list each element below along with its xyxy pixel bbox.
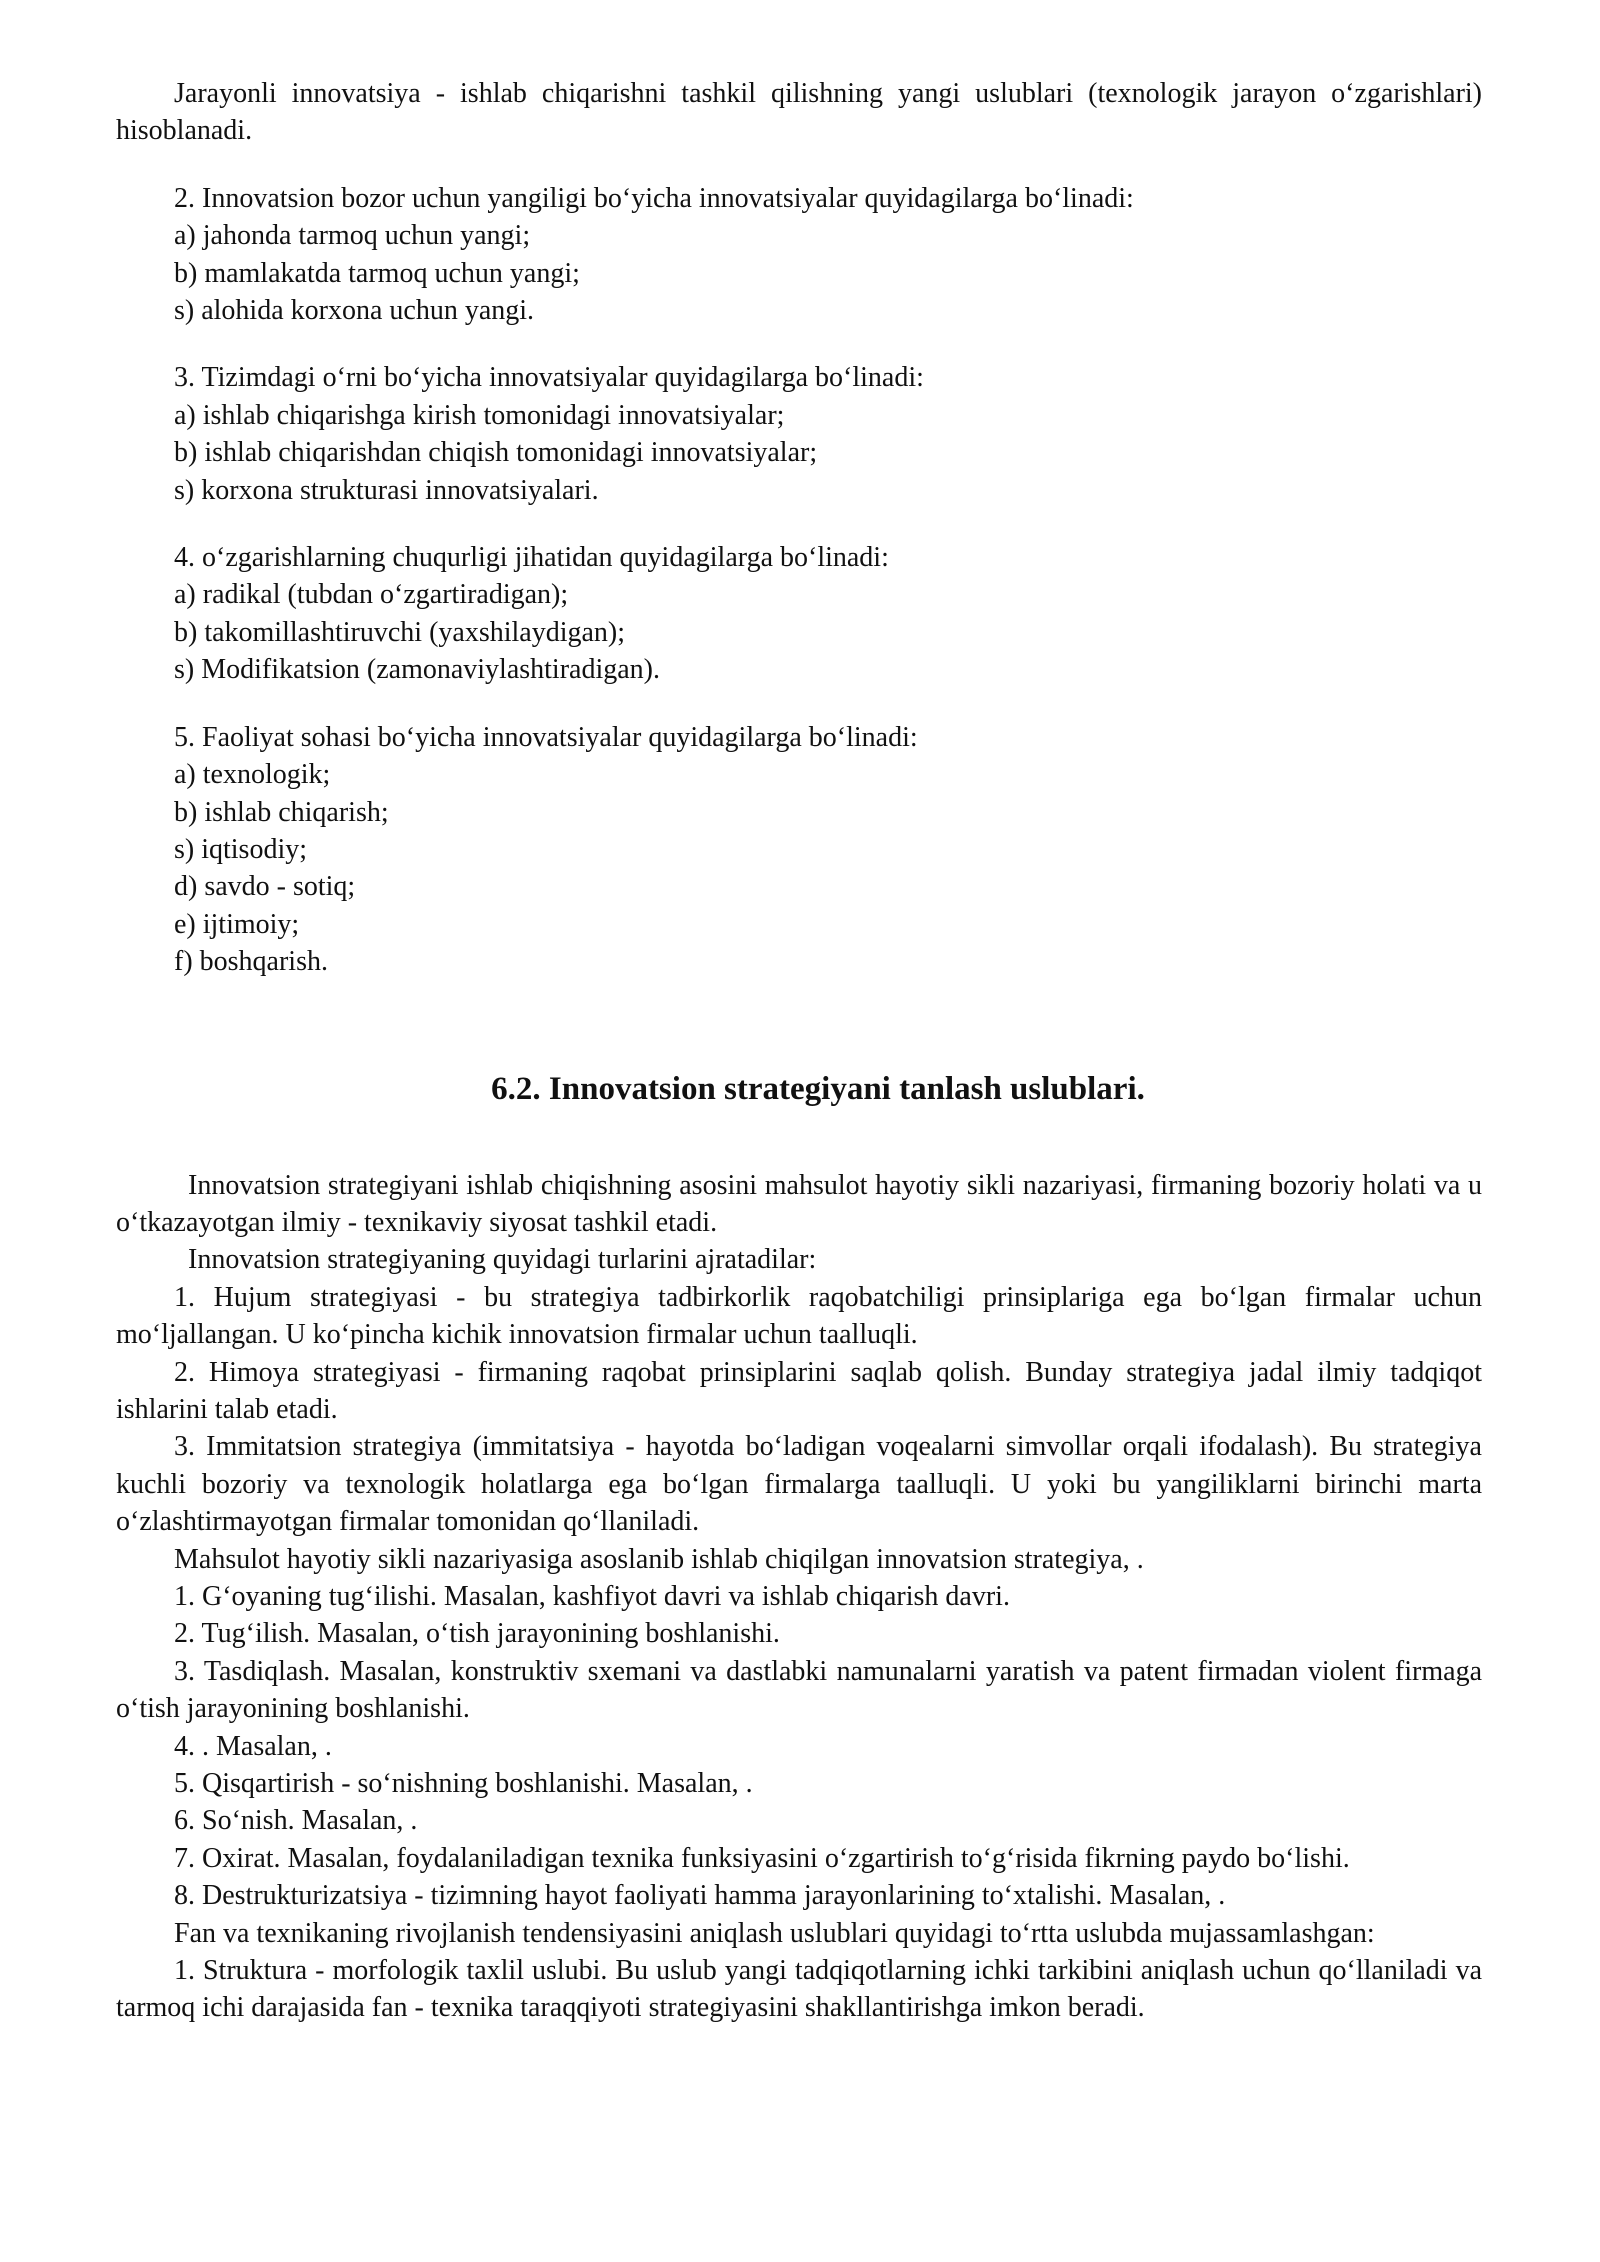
section-paragraph: 2. Tug‘ilish. Masalan, o‘tish jarayonining boshlanishi.: [174, 1618, 780, 1650]
section-paragraph: 2. Himoya strategiyasi - firmaning raqobat prinsiplarini saqlab qolish. Bunday strategiya jadal ilmiy tadqiqot ishlarini talab etadi.: [116, 1356, 1482, 1425]
list-item: a) radikal (tubdan o‘zgartiradigan);: [174, 579, 569, 611]
list-item: d) savdo - sotiq;: [174, 871, 356, 903]
list-item: s) korxona strukturasi innovatsiyalari.: [174, 474, 599, 506]
section-paragraph: 5. Qisqartirish - so‘nishning boshlanishi. Masalan, .: [174, 1768, 753, 1800]
list-title: 2. Innovatsion bozor uchun yangiligi bo‘yicha innovatsiyalar quyidagilarga bo‘linadi:: [174, 182, 1134, 214]
intro-paragraph: Jarayonli innovatsiya - ishlab chiqarishni tashkil qilishning yangi uslublari (texnologik jarayon o‘zgarishlari) hisoblanadi.: [116, 78, 1482, 147]
section-paragraph: Innovatsion strategiyani ishlab chiqishning asosini mahsulot hayotiy sikli nazariyasi, firmaning bozoriy holati va u o‘tkazayotgan ilmiy - texnikaviy siyosat tashkil etadi.: [116, 1169, 1482, 1238]
section-paragraph: 7. Oxirat. Masalan, foydalaniladigan texnika funksiyasini o‘zgartirish to‘g‘risida fikrning paydo bo‘lishi.: [174, 1842, 1350, 1874]
list-title: 4. o‘zgarishlarning chuqurligi jihatidan quyidagilarga bo‘linadi:: [174, 542, 889, 574]
list-item: b) ishlab chiqarish;: [174, 796, 389, 828]
section-paragraph: 4. . Masalan, .: [174, 1730, 332, 1762]
list-item: s) alohida korxona uchun yangi.: [174, 295, 535, 327]
section-paragraph: Innovatsion strategiyaning quyidagi turlarini ajratadilar:: [188, 1244, 817, 1276]
section-paragraph: Fan va texnikaning rivojlanish tendensiyasini aniqlash uslublari quyidagi to‘rtta uslubda mujassamlashgan:: [174, 1917, 1375, 1949]
list-item: s) iqtisodiy;: [174, 833, 308, 865]
classification-list-3: [116, 359, 1482, 509]
list-item: b) ishlab chiqarishdan chiqish tomonidagi innovatsiyalar;: [174, 437, 818, 469]
section-paragraph: 1. Struktura - morfologik taxlil uslubi. Bu uslub yangi tadqiqotlarning ichki tarkibini aniqlash uchun qo‘llaniladi va tarmoq ichi darajasida fan - texnika taraqqiyoti strategiyasini shakllantirishga imkon beradi.: [116, 1955, 1482, 2024]
section-heading: 6.2. Innovatsion strategiyani tanlash uslublari.: [491, 1070, 1145, 1107]
list-item: b) mamlakatda tarmoq uchun yangi;: [174, 257, 580, 289]
list-item: e) ijtimoiy;: [174, 908, 300, 940]
section-paragraph: 1. G‘oyaning tug‘ilishi. Masalan, kashfiyot davri va ishlab chiqarish davri.: [174, 1581, 1010, 1612]
list-item: a) jahonda tarmoq uchun yangi;: [174, 220, 531, 252]
section-paragraph: Mahsulot hayotiy sikli nazariyasiga asoslanib ishlab chiqilgan innovatsion strategiya, .: [174, 1543, 1144, 1575]
section-body: [116, 1167, 1482, 2027]
classification-list-4: [116, 539, 1482, 689]
list-item: s) Modifikatsion (zamonaviylashtiradigan).: [174, 654, 660, 686]
list-item: f) boshqarish.: [174, 946, 328, 978]
section-paragraph: 3. Immitatsion strategiya (immitatsiya - hayotda bo‘ladigan voqealarni simvollar orqali ifodalash). Bu strategiya kuchli bozoriy va texnologik holatlarga ega bo‘lgan firmalarga taalluqli. U yoki bu yangiliklarni birinchi marta o‘zlashtirmayotgan firmalar tomonidan qo‘llaniladi.: [116, 1431, 1482, 1538]
section-paragraph: 8. Destrukturizatsiya - tizimning hayot faoliyati hamma jarayonlarining to‘xtalishi. Masalan, .: [174, 1880, 1226, 1912]
section-paragraph: 3. Tasdiqlash. Masalan, konstruktiv sxemani va dastlabki namunalarni yaratish va patent firmadan violent firmaga o‘tish jarayonining boshlanishi.: [116, 1655, 1482, 1725]
section-paragraph: 1. Hujum strategiyasi - bu strategiya tadbirkorlik raqobatchiligi prinsiplariga ega bo‘lgan firmalar uchun mo‘ljallangan. U ko‘pincha kichik innovatsion firmalar uchun taalluqli.: [116, 1281, 1482, 1351]
list-item: b) takomillashtiruvchi (yaxshilaydigan);: [174, 616, 626, 648]
classification-list-5: [116, 719, 1482, 981]
classification-list-2: [116, 180, 1482, 330]
list-item: a) texnologik;: [174, 759, 331, 791]
document-page: [116, 75, 1482, 2027]
list-item: a) ishlab chiqarishga kirish tomonidagi innovatsiyalar;: [174, 399, 785, 431]
list-title: 3. Tizimdagi o‘rni bo‘yicha innovatsiyalar quyidagilarga bo‘linadi:: [174, 362, 924, 394]
list-title: 5. Faoliyat sohasi bo‘yicha innovatsiyalar quyidagilarga bo‘linadi:: [174, 721, 918, 753]
section-paragraph: 6. So‘nish. Masalan, .: [174, 1805, 418, 1837]
